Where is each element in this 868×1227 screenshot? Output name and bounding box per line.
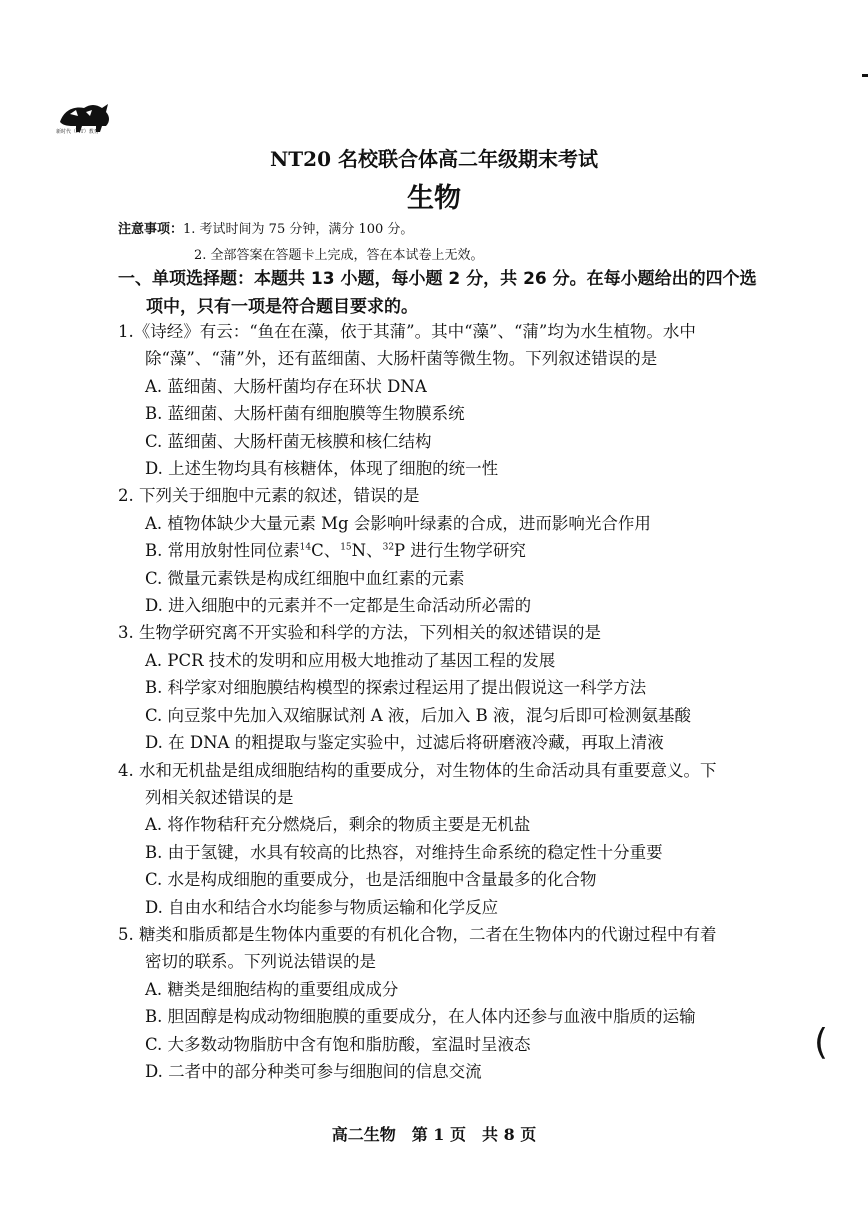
question-stem: 3. 生物学研究离不开实验和科学的方法，下列相关的叙述错误的是 xyxy=(118,623,601,643)
option-c: C. 微量元素铁是构成红细胞中血红素的元素 xyxy=(145,568,465,588)
margin-parenthesis: ( xyxy=(814,1022,829,1063)
question-stem: 4. 水和无机盐是组成细胞结构的重要成分，对生物体的生命活动具有重要意义。下 xyxy=(118,760,717,780)
option-b-prefix: B. 常用放射性同位素 xyxy=(145,541,300,561)
question-stem-cont: 除“藻”、“蒲”外，还有蓝细菌、大肠杆菌等微生物。下列叙述错误的是 xyxy=(145,349,658,369)
nitrogen-symbol: N、 xyxy=(351,541,383,561)
question-stem-cont: 密切的联系。下列说法错误的是 xyxy=(145,952,376,972)
nitrogen-mass-number: 15 xyxy=(340,542,352,553)
section-line-2: 项中，只有一项是符合题目要求的。 xyxy=(146,297,418,317)
option-c: C. 水是构成细胞的重要成分，也是活细胞中含量最多的化合物 xyxy=(145,870,597,890)
phosphorus-symbol: P 进行生物学研究 xyxy=(394,541,526,561)
question-2 xyxy=(118,482,818,619)
section-line-1: 一、单项选择题：本题共 13 小题，每小题 2 分，共 26 分。在每小题给出的四个选 xyxy=(118,269,757,289)
question-stem: 1.《诗经》有云：“鱼在在藻，依于其蒲”。其中“藻”、“蒲”均为水生植物。水中 xyxy=(118,322,696,341)
option-d: D. 二者中的部分种类可参与细胞间的信息交流 xyxy=(145,1061,482,1081)
option-c: C. 大多数动物脂肪中含有饱和脂肪酸，室温时呈液态 xyxy=(145,1034,531,1054)
question-stem-cont: 列相关叙述错误的是 xyxy=(145,787,294,807)
option-b xyxy=(118,537,818,564)
carbon-symbol: C、 xyxy=(311,541,341,561)
question-5 xyxy=(118,921,818,1085)
option-b: B. 蓝细菌、大肠杆菌有细胞膜等生物膜系统 xyxy=(145,404,465,424)
option-d: D. 在 DNA 的粗提取与鉴定实验中，过滤后将研磨液冷藏，再取上清液 xyxy=(145,733,664,753)
question-4 xyxy=(118,757,818,921)
exam-title: NT20 名校联合体高二年级期末考试 xyxy=(270,147,598,171)
option-a: A. PCR 技术的发明和应用极大地推动了基因工程的发展 xyxy=(145,650,556,670)
notes-label: 注意事项： xyxy=(118,222,184,237)
option-b: B. 科学家对细胞膜结构模型的探索过程运用了提出假说这一科学方法 xyxy=(145,678,647,698)
option-c: C. 蓝细菌、大肠杆菌无核膜和核仁结构 xyxy=(145,431,432,451)
question-1 xyxy=(118,318,818,482)
notes-line-1 xyxy=(118,217,484,243)
subject-title: 生物 xyxy=(407,183,461,214)
notes-item-1: 1. 考试时间为 75 分钟，满分 100 分。 xyxy=(183,222,414,237)
page-footer: 高二生物 第 1 页 共 8 页 xyxy=(331,1125,537,1144)
question-list xyxy=(118,318,818,1085)
carbon-mass-number: 14 xyxy=(299,542,312,553)
option-a: A. 蓝细菌、大肠杆菌均存在环状 DNA xyxy=(145,376,427,396)
option-d: D. 进入细胞中的元素并不一定都是生命活动所必需的 xyxy=(145,596,532,616)
option-c: C. 向豆浆中先加入双缩脲试剂 A 液，后加入 B 液，混匀后即可检测氨基酸 xyxy=(145,705,692,725)
phosphorus-mass-number: 32 xyxy=(382,542,395,553)
option-d: D. 自由水和结合水均能参与物质运输和化学反应 xyxy=(145,897,499,917)
question-stem: 5. 糖类和脂质都是生物体内重要的有机化合物，二者在生物体内的代谢过程中有着 xyxy=(118,924,717,944)
option-a: A. 将作物秸秆充分燃烧后，剩余的物质主要是无机盐 xyxy=(145,815,531,835)
logo-caption: 新时代（NT）教育 xyxy=(56,129,99,135)
scan-edge-mark xyxy=(862,74,868,77)
section-heading xyxy=(118,265,818,321)
question-3 xyxy=(118,619,818,756)
option-d: D. 上述生物均具有核糖体，体现了细胞的统一性 xyxy=(145,459,499,479)
option-a: A. 糖类是细胞结构的重要组成成分 xyxy=(145,979,399,999)
option-a: A. 植物体缺少大量元素 Mg 会影响叶绿素的合成，进而影响光合作用 xyxy=(145,513,651,533)
option-b: B. 胆固醇是构成动物细胞膜的重要成分，在人体内还参与血液中脂质的运输 xyxy=(145,1007,696,1027)
notes-item-2: 2. 全部答案在答题卡上完成，答在本试卷上无效。 xyxy=(194,248,484,263)
exam-notes xyxy=(118,217,484,269)
question-stem: 2. 下列关于细胞中元素的叙述，错误的是 xyxy=(118,486,420,506)
option-b: B. 由于氢键，水具有较高的比热容，对维持生命系统的稳定性十分重要 xyxy=(145,842,663,862)
